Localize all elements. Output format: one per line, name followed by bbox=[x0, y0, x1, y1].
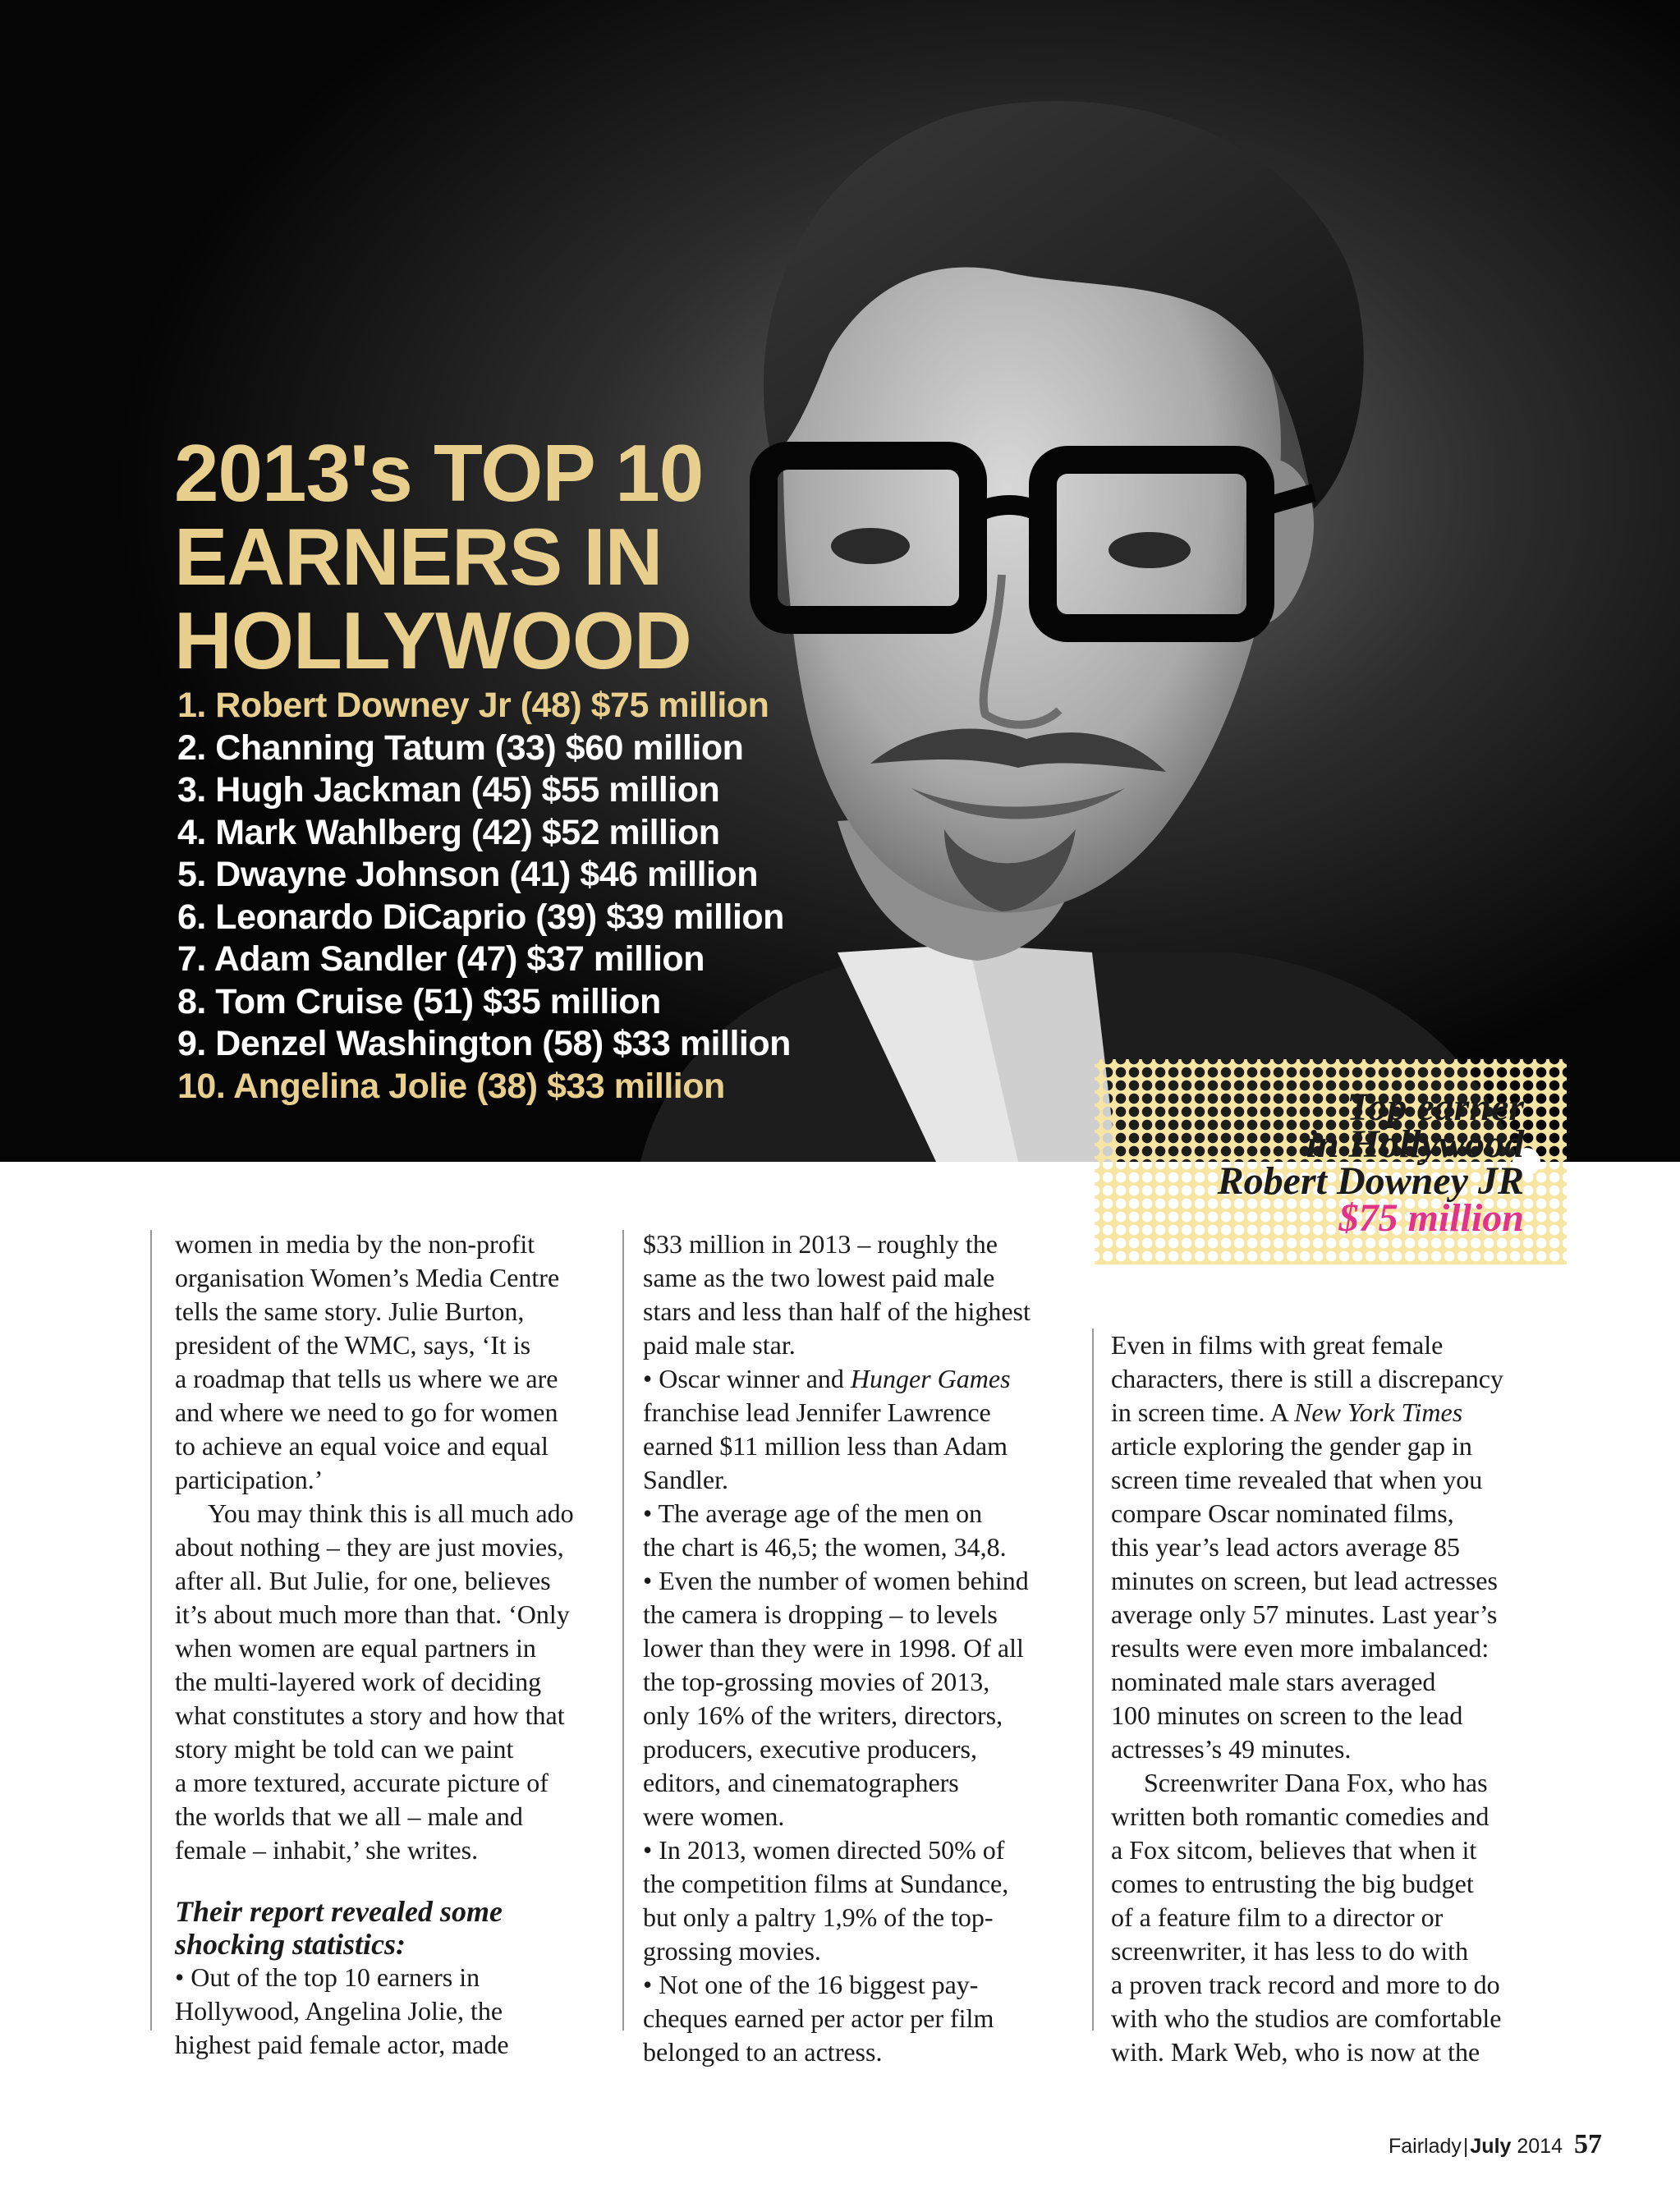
text-line bbox=[1111, 1396, 1554, 1429]
text-line: a proven track record and more to do bbox=[1111, 1970, 1500, 1999]
text-line: only 16% of the writers, directors, bbox=[643, 1700, 1003, 1730]
text-line: the top-grossing movies of 2013, bbox=[643, 1667, 990, 1696]
text-line: 100 minutes on screen to the lead bbox=[1111, 1700, 1463, 1730]
text-line: participation.’ bbox=[175, 1465, 324, 1494]
earner-item: 5. Dwayne Johnson (41) $46 million bbox=[177, 855, 759, 894]
issue-year: 2014 bbox=[1517, 2135, 1563, 2158]
subheading-line: shocking statistics: bbox=[175, 1928, 406, 1961]
headline-line: HOLLYWOOD bbox=[174, 595, 691, 686]
text-line: after all. But Julie, for one, believes bbox=[175, 1566, 551, 1595]
text-line: to achieve an equal voice and equal bbox=[175, 1431, 549, 1461]
earner-item: 3. Hugh Jackman (45) $55 million bbox=[177, 770, 720, 810]
text-line: the worlds that we all – male and bbox=[175, 1801, 523, 1831]
text-line: • Not one of the 16 biggest pay- bbox=[643, 1970, 979, 1999]
text-line: the multi-layered work of deciding bbox=[175, 1667, 542, 1696]
text-line: were women. bbox=[643, 1801, 785, 1831]
earner-item: 9. Denzel Washington (58) $33 million bbox=[177, 1024, 791, 1063]
paragraph bbox=[175, 1497, 618, 1867]
bullet-item bbox=[643, 1968, 1086, 2069]
paragraph bbox=[1111, 1328, 1554, 1766]
text-line: earned $11 million less than Adam bbox=[643, 1431, 1008, 1461]
text-line: • In 2013, women directed 50% of bbox=[643, 1835, 1005, 1865]
article-column-3 bbox=[1111, 1328, 1554, 2069]
bullet-item bbox=[643, 1564, 1086, 1833]
bullet-item bbox=[643, 1497, 1086, 1564]
publication-italic: New York Times bbox=[1294, 1397, 1463, 1427]
stamp-line: Top earner bbox=[1347, 1085, 1524, 1129]
text-line: paid male star. bbox=[643, 1330, 796, 1360]
page-number: 57 bbox=[1574, 2129, 1602, 2159]
text-line: with. Mark Web, who is now at the bbox=[1111, 2037, 1480, 2067]
text-line: producers, executive producers, bbox=[643, 1734, 977, 1764]
earner-item: 4. Mark Wahlberg (42) $52 million bbox=[177, 812, 720, 852]
text-line: a roadmap that tells us where we are bbox=[175, 1364, 558, 1393]
text-line: average only 57 minutes. Last year’s bbox=[1111, 1599, 1498, 1629]
text-line: with who the studios are comfortable bbox=[1111, 2003, 1502, 2033]
paragraph bbox=[1111, 1766, 1554, 2069]
text-line: but only a paltry 1,9% of the top- bbox=[643, 1902, 994, 1932]
text-line: actresses’s 49 minutes. bbox=[1111, 1734, 1352, 1764]
text-line: comes to entrusting the big budget bbox=[1111, 1869, 1474, 1898]
column-rule bbox=[150, 1230, 152, 2031]
text-line: compare Oscar nominated films, bbox=[1111, 1498, 1454, 1528]
earner-item: 8. Tom Cruise (51) $35 million bbox=[177, 981, 661, 1021]
text-line: written both romantic comedies and bbox=[1111, 1801, 1490, 1831]
text-line: president of the WMC, says, ‘It is bbox=[175, 1330, 531, 1360]
text-line: the competition films at Sundance, bbox=[643, 1869, 1009, 1898]
issue-month: July bbox=[1470, 2135, 1512, 2158]
subheading bbox=[175, 1895, 618, 1961]
stamp-amount: $75 million bbox=[1338, 1196, 1524, 1240]
headline-line: 2013's TOP 10 bbox=[174, 428, 704, 518]
text-line: • Even the number of women behind bbox=[643, 1566, 1029, 1595]
earner-item: 1. Robert Downey Jr (48) $75 million bbox=[177, 686, 769, 725]
earner-item: 2. Channing Tatum (33) $60 million bbox=[177, 727, 744, 768]
earner-item: 7. Adam Sandler (47) $37 million bbox=[177, 939, 705, 979]
text-line: screenwriter, it has less to do with bbox=[1111, 1936, 1469, 1966]
text-run: in screen time. A bbox=[1111, 1397, 1295, 1427]
folio-separator: | bbox=[1462, 2135, 1469, 2158]
text-line: grossing movies. bbox=[643, 1936, 821, 1966]
text-line: franchise lead Jennifer Lawrence bbox=[643, 1397, 991, 1427]
text-line: lower than they were in 1998. Of all bbox=[643, 1633, 1024, 1663]
earner-item: 6. Leonardo DiCaprio (39) $39 million bbox=[177, 897, 784, 937]
text-line: women in media by the non-profit bbox=[175, 1229, 535, 1259]
text-line: Screenwriter Dana Fox, who has bbox=[1144, 1768, 1488, 1797]
text-line: belonged to an actress. bbox=[643, 2037, 883, 2067]
column-rule bbox=[622, 1230, 624, 2031]
headline-line: EARNERS IN bbox=[174, 512, 663, 602]
title-italic: Hunger Games bbox=[850, 1364, 1011, 1393]
column-rule bbox=[1092, 1328, 1094, 2031]
text-line: it’s about much more than that. ‘Only bbox=[175, 1599, 570, 1629]
magazine-name: Fairlady bbox=[1388, 2135, 1462, 2158]
text-line: the camera is dropping – to levels bbox=[643, 1599, 998, 1629]
text-line: the chart is 46,5; the women, 34,8. bbox=[643, 1532, 1007, 1562]
text-line: editors, and cinematographers bbox=[643, 1768, 959, 1797]
text-line: story might be told can we paint bbox=[175, 1734, 514, 1764]
bullet-item bbox=[643, 1362, 1086, 1497]
paragraph bbox=[175, 1227, 618, 1497]
stamp-line: Robert Downey JR bbox=[1217, 1159, 1524, 1203]
text-line: and where we need to go for women bbox=[175, 1397, 558, 1427]
text-line: You may think this is all much ado bbox=[208, 1498, 574, 1528]
top-earners-list bbox=[177, 685, 791, 1108]
text-line: female – inhabit,’ she writes. bbox=[175, 1835, 479, 1865]
paragraph bbox=[643, 1227, 1086, 1362]
text-line: $33 million in 2013 – roughly the bbox=[643, 1229, 998, 1259]
text-line: nominated male stars averaged bbox=[1111, 1667, 1436, 1696]
article-column-1 bbox=[175, 1227, 618, 2062]
text-line bbox=[643, 1362, 1086, 1396]
text-line: characters, there is still a discrepancy bbox=[1111, 1364, 1503, 1393]
paragraph bbox=[175, 1961, 618, 2062]
text-line: Hollywood, Angelina Jolie, the bbox=[175, 1996, 503, 2026]
text-line: what constitutes a story and how that bbox=[175, 1700, 565, 1730]
earner-item: 10. Angelina Jolie (38) $33 million bbox=[177, 1066, 725, 1106]
text-line: Sandler. bbox=[643, 1465, 728, 1494]
text-line: article exploring the gender gap in bbox=[1111, 1431, 1472, 1461]
text-line: results were even more imbalanced: bbox=[1111, 1633, 1490, 1663]
text-line: when women are equal partners in bbox=[175, 1633, 536, 1663]
text-line: • Out of the top 10 earners in bbox=[175, 1962, 480, 1992]
text-line: highest paid female actor, made bbox=[175, 2030, 509, 2059]
text-line: stars and less than half of the highest bbox=[643, 1296, 1030, 1326]
text-line: organisation Women’s Media Centre bbox=[175, 1263, 560, 1292]
text-line: this year’s lead actors average 85 bbox=[1111, 1532, 1460, 1562]
text-line: of a feature film to a director or bbox=[1111, 1902, 1444, 1932]
text-line: cheques earned per actor per film bbox=[643, 2003, 994, 2033]
text-line: same as the two lowest paid male bbox=[643, 1263, 995, 1292]
text-run: • Oscar winner and bbox=[643, 1364, 851, 1393]
subheading-line: Their report revealed some bbox=[175, 1895, 503, 1928]
page-folio bbox=[1389, 2129, 1602, 2160]
feature-headline bbox=[174, 428, 704, 686]
text-line: tells the same story. Julie Burton, bbox=[175, 1296, 525, 1326]
text-line: about nothing – they are just movies, bbox=[175, 1532, 564, 1562]
text-line: a more textured, accurate picture of bbox=[175, 1768, 549, 1797]
stamp-caption bbox=[1217, 1085, 1524, 1240]
stamp-line: in Hollywood bbox=[1306, 1122, 1524, 1166]
article-column-2 bbox=[643, 1227, 1086, 2069]
text-line: Even in films with great female bbox=[1111, 1330, 1444, 1360]
bullet-item bbox=[643, 1833, 1086, 1968]
text-line: screen time revealed that when you bbox=[1111, 1465, 1483, 1494]
text-line: a Fox sitcom, believes that when it bbox=[1111, 1835, 1477, 1865]
text-line: minutes on screen, but lead actresses bbox=[1111, 1566, 1498, 1595]
text-line: • The average age of the men on bbox=[643, 1498, 983, 1528]
